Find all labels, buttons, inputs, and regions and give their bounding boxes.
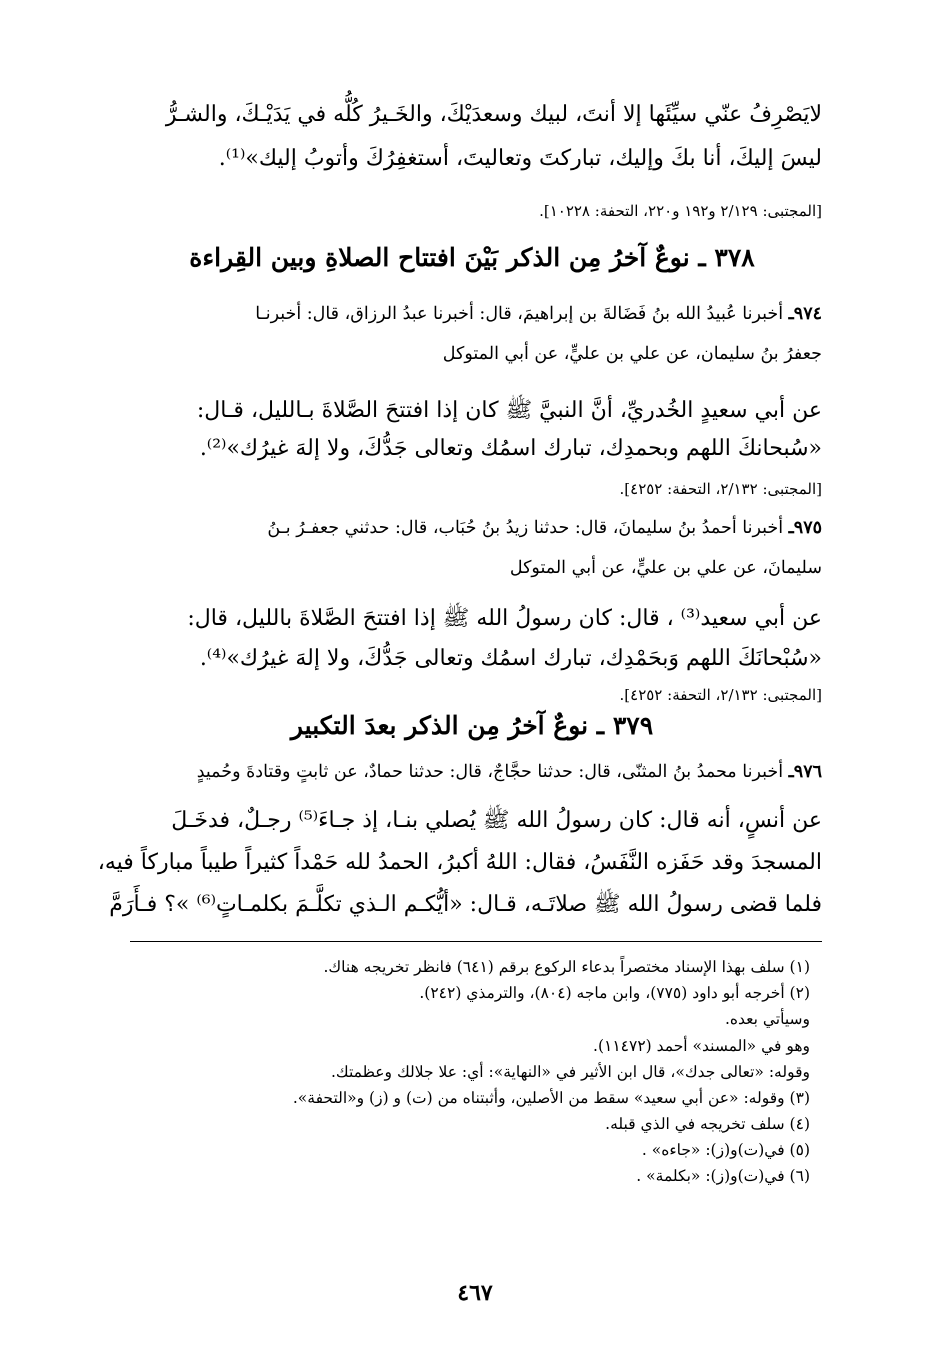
hadith-number: ٩٧٤ـ: [788, 304, 822, 324]
hadith-number: ٩٧٦ـ: [788, 762, 822, 782]
text-line: فلما قضى رسولُ الله ﷺ صلاتَـه، قـال: «أيُّكـم الـذي تكلَّـمَ بكلمـاتٍ⁽⁶⁾ »؟ فـأَرَمَّ: [109, 892, 822, 917]
hadith-number: ٩٧٥ـ: [788, 518, 822, 538]
reference: [المجتبى: ٢/١٢٩ و١٩٢ و٢٢٠، التحفة: ١٠٢٢٨].: [539, 202, 822, 220]
text-line: «سُبْحانَكَ اللهم وَبحَمْدِك، تبارك اسمُك وتعالى جَدُّكَ، ولا إلهَ غيرُك»⁽⁴⁾.: [199, 646, 822, 671]
footnote: وقوله: «تعالى جدك»، قال ابن الأثير في «النهاية»: أي: علا جلالك وعظمتك.: [330, 1063, 810, 1081]
footnote: (٥) في(ت)و(ز): «جاءه» .: [641, 1141, 810, 1159]
hadith-isnad: [122, 754, 822, 790]
text-line: عن أبي سعيد⁽³⁾ ، قال: كان رسولُ الله ﷺ إذا افتتحَ الصَّلاةَ بالليل، قال:: [187, 606, 822, 631]
text-line: سليمانَ، عن علي بن عليٍّ، عن أبي المتوكل: [509, 558, 822, 578]
hadith-isnad: [122, 510, 822, 546]
text-line: ليسَ إليكَ، أنا بكَ وإليك، تباركتَ وتعاليتَ، أستغفِرُكَ وأتوبُ إليك»⁽¹⁾.: [218, 146, 822, 171]
footnote-separator: [130, 941, 822, 942]
text-line: المسجدَ وقد حَفَزه النَّفَسُ، فقال: اللهُ أكبرُ، الحمدُ لله حَمْداً كثيراً طيباً مباركاً فيه،: [97, 850, 822, 875]
footnote: (٣) وقوله: «عن أبي سعيد» سقط من الأصلين، وأثبتناه من (ت) و (ز) و«التحفة».: [292, 1089, 810, 1107]
footnote: (٢) أخرجه أبو داود (٧٧٥)، وابن ماجه (٨٠٤)، والترمذي (٢٤٢).: [419, 984, 810, 1002]
footnote: (٦) في(ت)و(ز): «بكلمة» .: [636, 1167, 810, 1185]
text-line: أخبرنا عُبيدُ الله بنُ فَضَالةَ بن إبراهيمَ، قال: أخبرنا عبدُ الرزاق، قال: أخبرنـا: [255, 304, 784, 324]
text-line: «سُبحانكَ اللهم وبحمدِك، تبارك اسمُك وتعالى جَدُّكَ، ولا إلهَ غيرُك»⁽²⁾.: [199, 436, 822, 461]
text-line: أخبرنا محمدُ بنُ المثنّى، قال: حدثنا حجَّاجٌ، قال: حدثنا حمادٌ، عن ثابتٍ وقتادةَ وحُميدٍ: [196, 762, 784, 782]
footnote: (١) سلف بهذا الإسناد مختصراً بدعاء الركوع برقم (٦٤١) فانظر تخريجه هناك.: [323, 958, 810, 976]
chapter-heading: ٣٧٩ ـ نوعٌ آخرُ مِن الذكر بعدَ التكبير: [290, 711, 654, 740]
hadith-isnad: [122, 296, 822, 332]
reference: [المجتبى: ٢/١٣٢، التحفة: ٤٢٥٢].: [619, 480, 822, 498]
text-line: عن أبي سعيدٍ الخُدريِّ، أنَّ النبيَّ ﷺ كان إذا افتتحَ الصَّلاةَ بـالليل، قـال:: [196, 398, 822, 423]
footnote: وهو في «المسند» أحمد (١١٤٧٢).: [593, 1037, 810, 1055]
reference: [المجتبى: ٢/١٣٢، التحفة: ٤٢٥٢].: [619, 686, 822, 704]
text-line: جعفرُ بنُ سليمان، عن علي بن عليٍّ، عن أبي المتوكل: [442, 344, 822, 364]
page-number: ٤٦٧: [457, 1280, 493, 1306]
footnote: (٤) سلف تخريجه في الذي قبله.: [605, 1115, 810, 1133]
text-line: عن أنسٍ، أنه قال: كان رسولُ الله ﷺ يُصلي بنـا، إذ جـاءَ⁽⁵⁾ رجـلٌ، فدخَـلَ: [171, 808, 822, 833]
text-line: لايَصْرِفُ عنّي سيِّئَها إلا أنتَ، لبيك وسعدَيْكَ، والخَـيرُ كُلُّه في يَدَيْـكَ، والشـرُّ: [165, 102, 822, 127]
text-line: أخبرنا أحمدُ بنُ سليمانَ، قال: حدثنا زيدُ بنُ حُبَاب، قال: حدثني جعفـرُ بـنُ: [267, 518, 784, 538]
footnote: وسيأتي بعده.: [724, 1010, 810, 1028]
chapter-heading: ٣٧٨ ـ نوعٌ آخرُ مِن الذكر بَيْنَ افتتاح الصلاةِ وبين القِراءة: [189, 243, 755, 272]
